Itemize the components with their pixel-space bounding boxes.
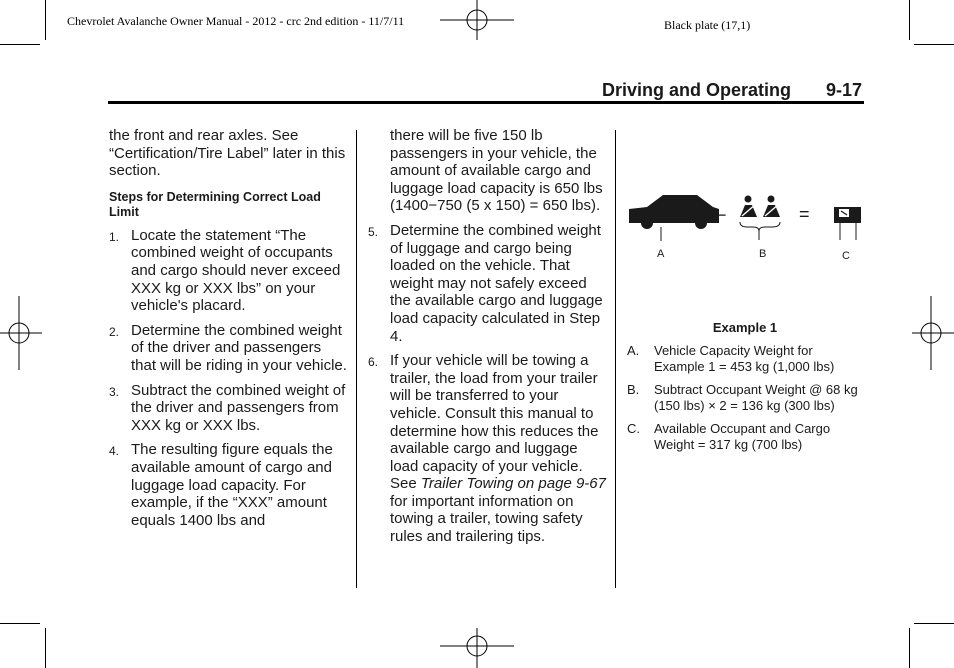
equals-symbol: = bbox=[799, 204, 810, 224]
registration-mark-right bbox=[912, 296, 954, 370]
column-divider bbox=[356, 130, 357, 588]
legend-letter: A. bbox=[627, 342, 640, 358]
step-item bbox=[109, 227, 349, 315]
crop-mark bbox=[45, 0, 46, 40]
trailer-towing-link[interactable]: Trailer Towing on page 9-67 bbox=[420, 475, 606, 493]
legend-text: Subtract Occupant Weight @ 68 kg (150 lbs) × 2 = 136 kg (300 lbs) bbox=[654, 381, 858, 413]
car-icon bbox=[629, 195, 719, 229]
step-number: 5. bbox=[368, 224, 379, 239]
section-title: Driving and Operating bbox=[602, 80, 792, 100]
cargo-icon bbox=[834, 207, 861, 223]
step-text: Determine the combined weight of the driver and passengers that will be riding in your vehicle. bbox=[131, 321, 347, 374]
legend-item bbox=[627, 382, 863, 414]
intro-paragraph: the front and rear axles. See “Certification/Tire Label” later in this section. bbox=[109, 127, 346, 180]
column-1 bbox=[109, 127, 349, 536]
crop-mark bbox=[914, 623, 954, 624]
crop-mark bbox=[0, 44, 40, 45]
figure-label-a: A bbox=[657, 248, 665, 260]
step-number: 4. bbox=[109, 444, 120, 459]
registration-mark-top bbox=[440, 0, 514, 40]
crop-mark bbox=[914, 44, 954, 45]
step-number: 1. bbox=[109, 229, 120, 244]
figure-label-b: B bbox=[759, 248, 767, 260]
step-item bbox=[109, 322, 349, 375]
crop-mark bbox=[45, 628, 46, 668]
step-text: Locate the statement “The combined weight of occupants and cargo should never exceed XXX kg or XXX lbs” on your vehicle's placard. bbox=[131, 226, 341, 315]
step-text: The resulting figure equals the available amount of cargo and luggage load capacity. For example, if the “XXX” amount equals 1400 lbs and bbox=[131, 441, 333, 529]
subheading: Steps for Determining Correct Load Limit bbox=[109, 189, 321, 219]
legend-item bbox=[627, 343, 863, 375]
legend-item bbox=[627, 421, 863, 453]
legend-text: Available Occupant and Cargo Weight = 317 kg (700 lbs) bbox=[654, 420, 831, 452]
figure-label-c: C bbox=[842, 250, 850, 262]
legend-text: Vehicle Capacity Weight for Example 1 = 453 kg (1,000 lbs) bbox=[654, 342, 835, 374]
column-3 bbox=[627, 127, 863, 460]
crop-mark bbox=[0, 623, 40, 624]
print-header-left: Chevrolet Avalanche Owner Manual - 2012 - crc 2nd edition - 11/7/11 bbox=[67, 14, 405, 28]
column-2 bbox=[368, 127, 608, 553]
registration-mark-bottom bbox=[440, 628, 514, 668]
step-number: 2. bbox=[109, 324, 120, 339]
legend-letter: C. bbox=[627, 420, 640, 436]
step-text bbox=[390, 352, 608, 546]
crop-mark bbox=[909, 0, 910, 40]
step-item bbox=[109, 382, 349, 435]
minus-symbol: − bbox=[716, 205, 727, 225]
step-number: 3. bbox=[109, 384, 120, 399]
legend-letter: B. bbox=[627, 381, 640, 397]
step-item bbox=[368, 222, 608, 345]
page-number: 9-17 bbox=[826, 80, 863, 100]
occupant-icon bbox=[763, 196, 780, 218]
crop-mark bbox=[909, 628, 910, 668]
print-header-right: Black plate (17,1) bbox=[664, 18, 751, 32]
continuation-paragraph: there will be five 150 lb passengers in your vehicle, the amount of available cargo and luggage load capacity is 650 lbs (1400−750 (5 x 150) = 650 lbs). bbox=[390, 127, 603, 215]
step-item bbox=[109, 441, 349, 529]
step-text-before: If your vehicle will be towing a trailer, the load from your trailer will be transferred to your vehicle. Consult this manual to determine how this reduces the available cargo and luggage load capacity of your vehicle. See bbox=[390, 352, 599, 493]
column-divider bbox=[615, 130, 616, 588]
step-text-after: for important information on towing a trailer, towing safety rules and trailering tips. bbox=[390, 492, 583, 546]
step-text: Subtract the combined weight of the driver and passengers from XXX kg or XXX lbs. bbox=[131, 381, 346, 434]
step-text: Determine the combined weight of luggage and cargo being loaded on the vehicle. That weight may not safely exceed the available cargo and luggage load capacity calculated in Step 4. bbox=[390, 221, 603, 345]
example-title: Example 1 bbox=[712, 320, 778, 335]
figure-drawing bbox=[627, 127, 863, 317]
load-capacity-figure bbox=[627, 127, 863, 317]
occupant-icon bbox=[740, 196, 757, 218]
step-number: 6. bbox=[368, 355, 379, 370]
step-item bbox=[368, 352, 608, 546]
header-rule bbox=[108, 101, 864, 104]
registration-mark-left bbox=[0, 296, 42, 370]
